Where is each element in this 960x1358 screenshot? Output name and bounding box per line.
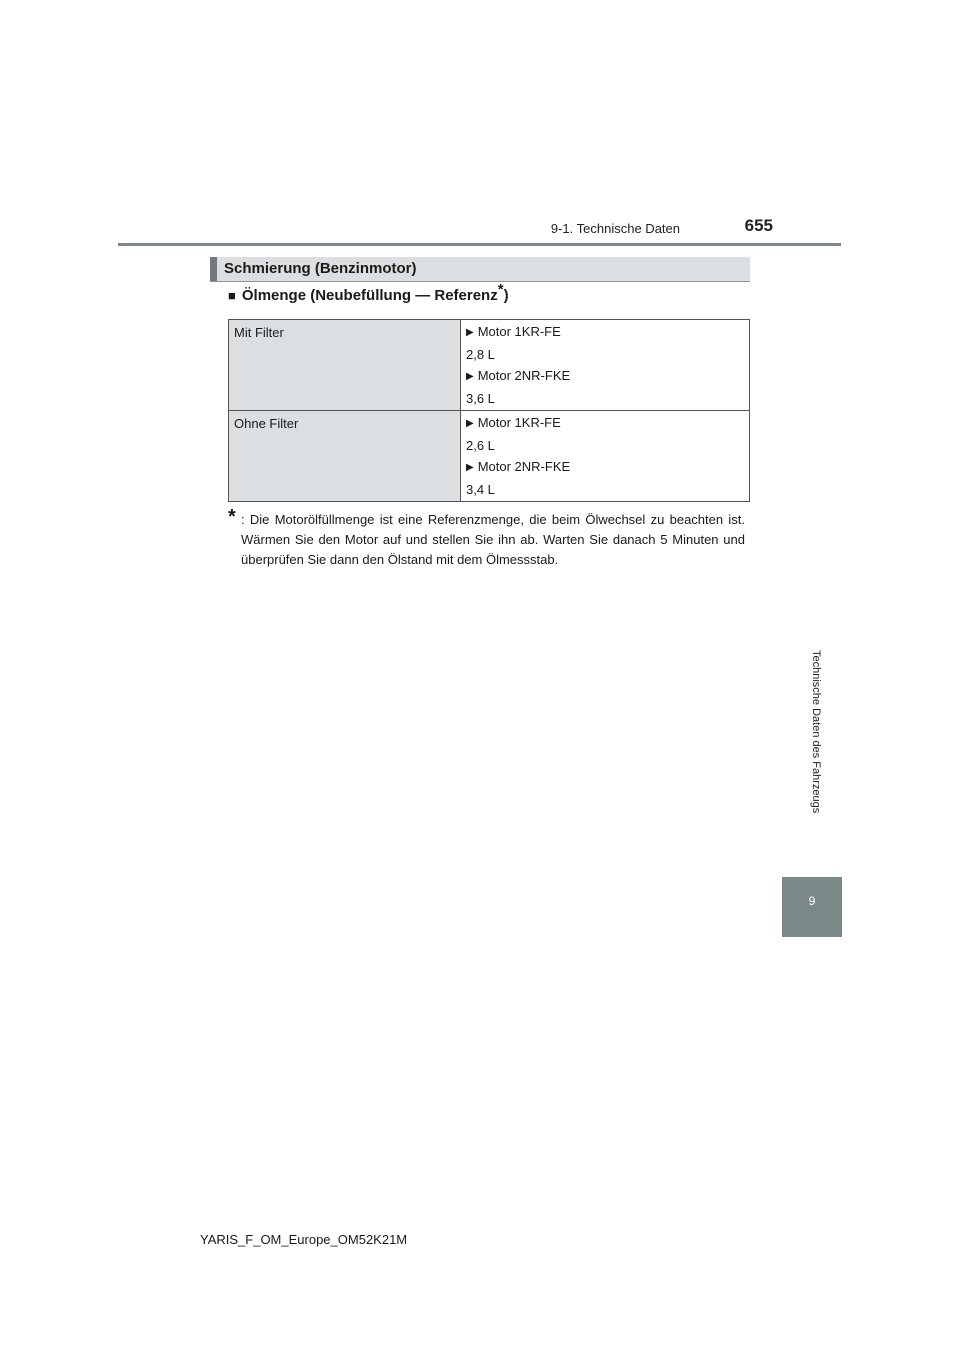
oil-capacity-table [228, 319, 750, 502]
sub-heading-close: ) [503, 287, 509, 304]
oil-quantity: 2,6 L [466, 438, 495, 453]
sub-heading-footnote-mark: * [497, 281, 504, 298]
oil-quantity: 3,6 L [466, 391, 495, 406]
triangle-right-icon: ▶ [466, 418, 474, 429]
footnote-text: : Die Motorölfüllmenge ist eine Referenzmenge, die beim Ölwechsel zu beachten ist. Wärmen Sie den Motor auf und stellen Sie ihn ab. Warten Sie danach 5 Minuten und überprüfen Sie dann den Ölstand mit dem Ölmessstab. [241, 512, 745, 567]
oil-quantity: 2,8 L [466, 347, 495, 362]
table-row [229, 411, 750, 502]
header-rule [118, 243, 841, 246]
engine-entry: ▶ Motor 1KR-FE [466, 415, 561, 430]
section-title: Schmierung (Benzinmotor) [224, 260, 417, 277]
page-number: 655 [744, 216, 773, 235]
section-bar-accent [210, 257, 217, 281]
table-label: Mit Filter [234, 325, 284, 340]
section-bar [210, 257, 750, 282]
footnote-mark: * [228, 506, 236, 528]
sub-heading [228, 281, 509, 304]
engine-entry: ▶ Motor 1KR-FE [466, 324, 561, 339]
chapter-tab [782, 877, 842, 937]
side-tab-label: Technische Daten des Fahrzeugs [810, 650, 822, 814]
engine-entry: ▶ Motor 2NR-FKE [466, 459, 571, 474]
triangle-right-icon: ▶ [466, 462, 474, 473]
table-label: Ohne Filter [234, 416, 299, 431]
triangle-right-icon: ▶ [466, 327, 474, 338]
table-row [229, 320, 750, 411]
engine-entry: ▶ Motor 2NR-FKE [466, 368, 571, 383]
sub-heading-text: Ölmenge (Neubefüllung — Referenz [241, 287, 498, 304]
table-label-cell [229, 411, 461, 502]
table-value-cell [461, 320, 750, 411]
chapter-number: 9 [808, 894, 816, 908]
footnote [228, 506, 745, 570]
square-bullet-icon: ■ [228, 288, 236, 303]
table-label-cell [229, 320, 461, 411]
table-value-cell [461, 411, 750, 502]
oil-quantity: 3,4 L [466, 482, 495, 497]
doc-code: YARIS_F_OM_Europe_OM52K21M [200, 1232, 408, 1247]
header-section-title: 9-1. Technische Daten [550, 221, 680, 236]
triangle-right-icon: ▶ [466, 371, 474, 382]
